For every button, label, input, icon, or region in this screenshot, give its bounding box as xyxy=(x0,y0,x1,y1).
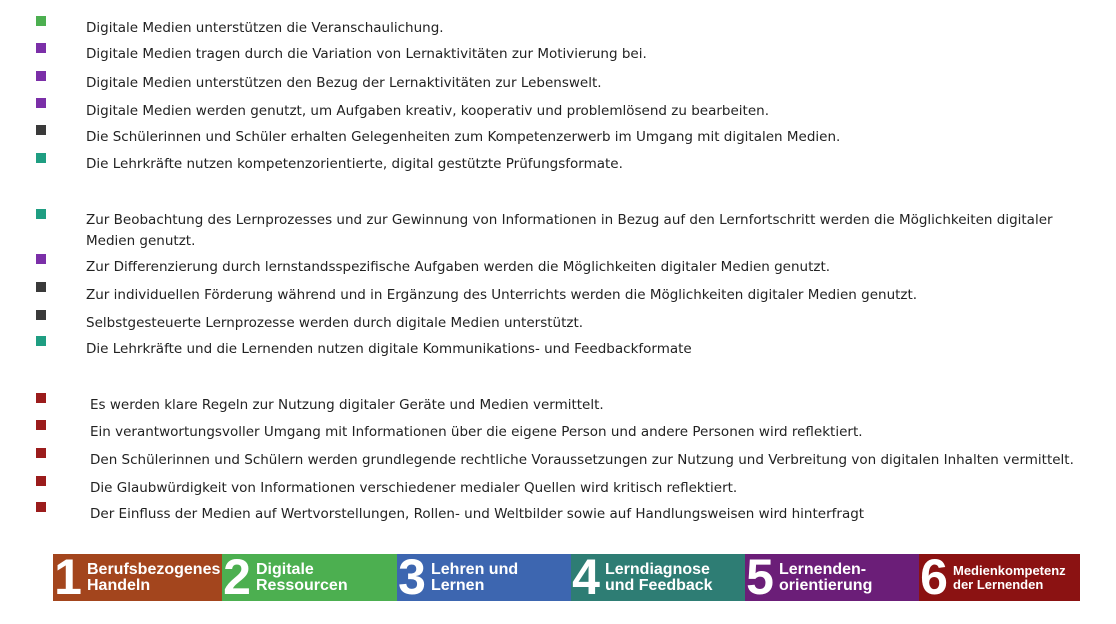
bullet-square-icon xyxy=(36,71,46,81)
item-text: Die Lehrkräfte nutzen kompetenzorientierte, digital gestützte Prüfungsformate. xyxy=(86,156,623,172)
item-text: Digitale Medien werden genutzt, um Aufgaben kreativ, kooperativ und problemlösend zu bearbeiten. xyxy=(86,103,769,119)
category-label: Berufsbezogenes Handeln xyxy=(87,560,221,594)
bullet-square-icon xyxy=(36,448,46,458)
item-text: Zur Differenzierung durch lernstandsspezifische Aufgaben werden die Möglichkeiten digitaler Medien genutzt. xyxy=(86,259,831,275)
bullet-square-icon xyxy=(36,16,46,26)
category-6-medienkompetenz-der-lernenden xyxy=(919,554,1080,601)
category-legend xyxy=(53,554,1080,601)
bullet-square-icon xyxy=(36,209,46,219)
bullet-square-icon xyxy=(36,502,46,512)
category-3-lehren-und-lernen xyxy=(397,554,571,601)
category-5-lernendenorientierung xyxy=(745,554,919,601)
item-text: Zur individuellen Förderung während und in Ergänzung des Unterrichts werden die Möglichkeiten digitaler Medien genutzt. xyxy=(86,287,918,303)
category-number: 6 xyxy=(920,554,948,601)
bullet-square-icon xyxy=(36,43,46,53)
item-text: Selbstgesteuerte Lernprozesse werden durch digitale Medien unterstützt. xyxy=(86,315,584,331)
item-text: Zur Beobachtung des Lernprozesses und zur Gewinnung von Informationen in Bezug auf den Lernfortschritt werden die Möglichkeiten digitaler Medien genutzt. xyxy=(86,212,1053,249)
item-text: Die Lehrkräfte und die Lernenden nutzen digitale Kommunikations- und Feedbackformate xyxy=(86,341,692,357)
bullet-square-icon xyxy=(36,254,46,264)
item-text: Den Schülerinnen und Schülern werden grundlegende rechtliche Voraussetzungen zur Nutzung und Verbreitung von digitalen Inhalten vermittelt. xyxy=(90,452,1074,468)
item-text: Es werden klare Regeln zur Nutzung digitaler Geräte und Medien vermittelt. xyxy=(90,397,604,413)
category-label: Lernenden- orientierung xyxy=(779,560,873,594)
category-number: 1 xyxy=(54,554,82,601)
category-1-berufsbezogenes-handeln xyxy=(53,554,222,601)
category-label: Medienkompetenz der Lernenden xyxy=(953,562,1066,592)
category-2-digitale-ressourcen xyxy=(222,554,397,601)
category-number: 4 xyxy=(572,554,600,601)
bullet-square-icon xyxy=(36,153,46,163)
bullet-square-icon xyxy=(36,393,46,403)
item-text: Digitale Medien tragen durch die Variation von Lernaktivitäten zur Motivierung bei. xyxy=(86,46,647,62)
category-4-lerndiagnose-und-feedback xyxy=(571,554,745,601)
bullet-square-icon xyxy=(36,336,46,346)
category-label: Lerndiagnose und Feedback xyxy=(605,560,713,594)
category-number: 5 xyxy=(746,554,774,601)
item-text: Die Glaubwürdigkeit von Informationen verschiedener medialer Quellen wird kritisch reflektiert. xyxy=(90,480,738,496)
category-number: 2 xyxy=(223,554,251,601)
category-label: Lehren und Lernen xyxy=(431,560,519,594)
category-label: Digitale Ressourcen xyxy=(256,560,348,594)
bullet-square-icon xyxy=(36,282,46,292)
bullet-square-icon xyxy=(36,98,46,108)
item-text: Die Schülerinnen und Schüler erhalten Gelegenheiten zum Kompetenzerwerb im Umgang mit digitalen Medien. xyxy=(86,129,841,145)
bullet-square-icon xyxy=(36,310,46,320)
bullet-square-icon xyxy=(36,420,46,430)
category-number: 3 xyxy=(398,554,426,601)
item-text: Ein verantwortungsvoller Umgang mit Informationen über die eigene Person und andere Personen wird reflektiert. xyxy=(90,424,863,440)
item-text: Digitale Medien unterstützen den Bezug der Lernaktivitäten zur Lebenswelt. xyxy=(86,75,602,91)
bullet-square-icon xyxy=(36,125,46,135)
item-text: Digitale Medien unterstützen die Veranschaulichung. xyxy=(86,20,444,36)
bullet-square-icon xyxy=(36,476,46,486)
item-text: Der Einfluss der Medien auf Wertvorstellungen, Rollen- und Weltbilder sowie auf Handlungsweisen wird hinterfragt xyxy=(90,506,865,522)
